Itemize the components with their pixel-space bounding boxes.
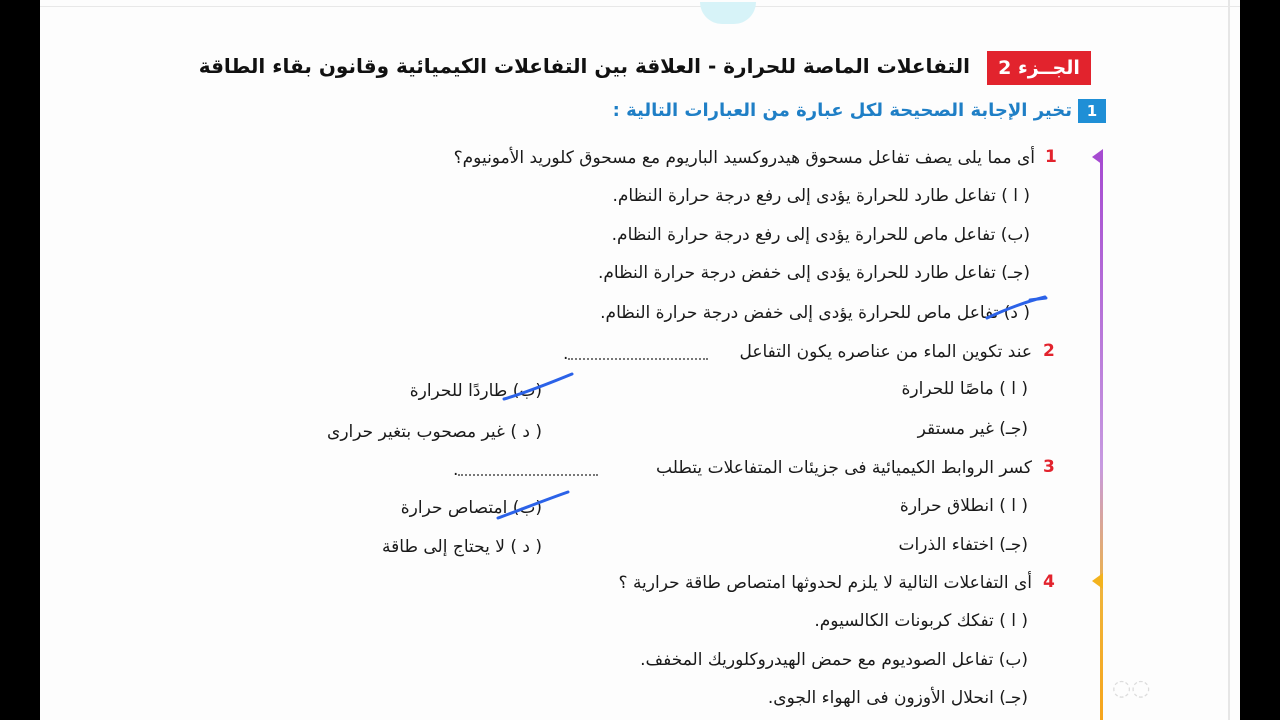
option-a: ( ا ) تفكك كربونات الكالسيوم. — [814, 611, 1028, 631]
option-b: (ب) امتصاص حرارة — [400, 498, 542, 518]
question-number: 4 — [1043, 572, 1055, 592]
option-b: (ب) تفاعل الصوديوم مع حمض الهيدروكلوريك المخفف. — [640, 650, 1028, 670]
question-text: عند تكوين الماء من عناصره يكون التفاعل — [739, 342, 1032, 362]
option-d: ( د) تفاعل ماص للحرارة يؤدى إلى خفض درجة حرارة النظام. — [600, 303, 1030, 323]
option-a: ( ا ) انطلاق حرارة — [899, 496, 1028, 516]
option-c: (جـ) اختفاء الذرات — [898, 535, 1028, 555]
answer-blank — [458, 474, 598, 476]
option-b: (ب) تفاعل ماص للحرارة يؤدى إلى رفع درجة حرارة النظام. — [611, 225, 1030, 245]
answer-blank — [568, 358, 708, 360]
question-text: كسر الروابط الكيميائية فى جزيئات المتفاعلات يتطلب — [656, 458, 1032, 478]
option-c: (جـ) غير مستقر — [917, 419, 1028, 439]
option-a: ( ا ) تفاعل طارد للحرارة يؤدى إلى رفع درجة حرارة النظام. — [612, 186, 1030, 206]
option-a: ( ا ) ماصًا للحرارة — [901, 379, 1028, 399]
page-edge-divider — [1228, 0, 1230, 720]
orange-marker-icon — [1092, 573, 1103, 589]
section-title: التفاعلات الماصة للحرارة - العلاقة بين التفاعلات الكيميائية وقانون بقاء الطاقة — [198, 54, 970, 78]
option-d: ( د ) لا يحتاج إلى طاقة — [382, 537, 542, 557]
blank-end-period: . — [563, 344, 569, 364]
option-c: (جـ) انحلال الأوزون فى الهواء الجوى. — [767, 688, 1028, 708]
question-text: أى مما يلى يصف تفاعل مسحوق هيدروكسيد الباريوم مع مسحوق كلوريد الأمونيوم؟ — [453, 148, 1035, 168]
question-number: 3 — [1043, 457, 1055, 477]
option-d: ( د ) غير مصحوب بتغير حرارى — [327, 422, 542, 442]
option-b: (ب) طاردًا للحرارة — [409, 381, 542, 401]
question-text: أى التفاعلات التالية لا يلزم لحدوثها امتصاص طاقة حرارية ؟ — [618, 573, 1032, 593]
question-column-rule — [1100, 156, 1103, 720]
exercise-instruction: تخير الإجابة الصحيحة لكل عبارة من العبارات التالية : — [612, 100, 1072, 121]
top-divider — [40, 6, 1240, 7]
part-badge: الجــزء 2 — [987, 51, 1091, 85]
watermark-logo: ◌◌ — [1112, 676, 1151, 701]
purple-marker-icon — [1092, 149, 1103, 165]
question-number: 1 — [1045, 147, 1057, 167]
right-letterbox — [1240, 0, 1280, 720]
option-c: (جـ) تفاعل طارد للحرارة يؤدى إلى خفض درجة حرارة النظام. — [597, 263, 1030, 283]
exercise-number-badge: 1 — [1078, 99, 1106, 123]
blank-end-period: . — [453, 460, 459, 480]
question-number: 2 — [1043, 341, 1055, 361]
left-letterbox — [0, 0, 40, 720]
